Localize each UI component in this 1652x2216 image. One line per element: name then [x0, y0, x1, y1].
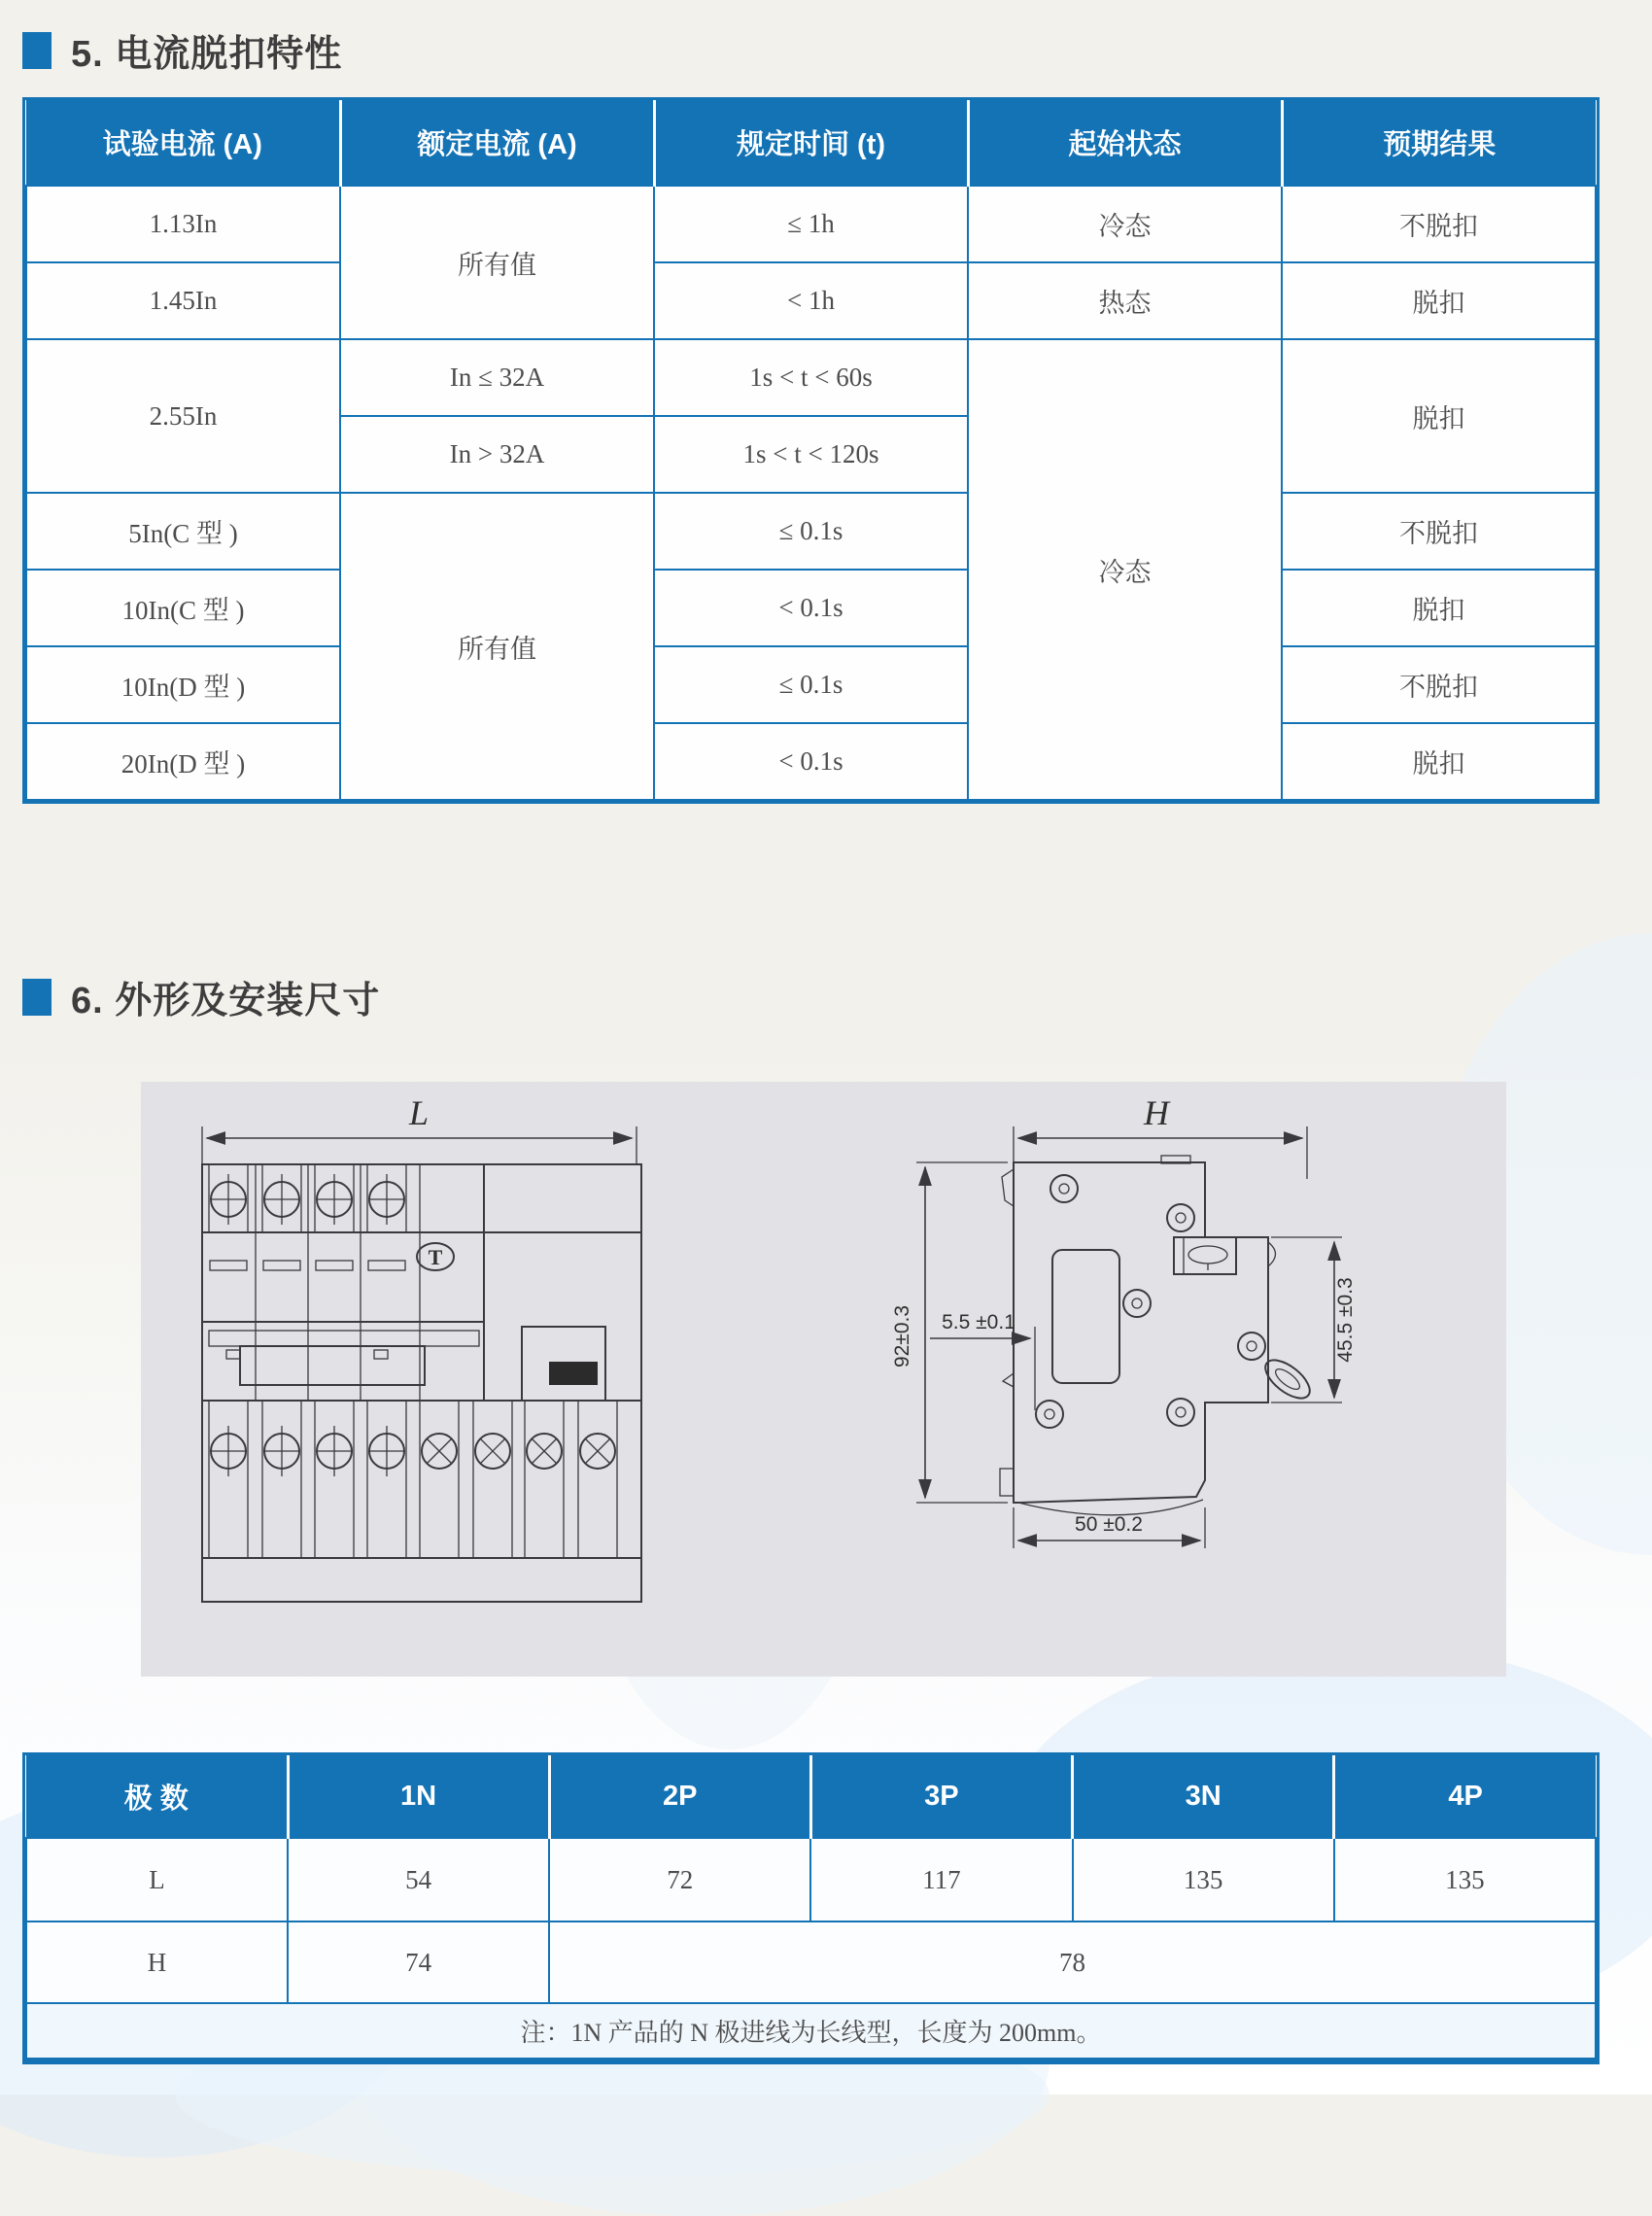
cell-state: 热态	[968, 262, 1282, 339]
cell-H-rest: 78	[549, 1922, 1596, 2003]
col-header-3n: 3N	[1073, 1755, 1334, 1838]
cell-time: ≤ 0.1s	[654, 646, 968, 723]
table-row	[26, 262, 1596, 339]
mounting-base	[202, 1558, 641, 1602]
section5-title: 5. 电流脱扣特性	[71, 34, 343, 75]
cell-state: 冷态	[968, 339, 1282, 800]
col-header-1n: 1N	[288, 1755, 549, 1838]
row-label-L: L	[26, 1838, 288, 1922]
cell-time: < 0.1s	[654, 723, 968, 800]
cell-test-current: 2.55In	[26, 339, 340, 493]
col-header-specified-time: 规定时间 (t)	[654, 100, 968, 186]
table-row	[26, 339, 1596, 416]
cell-time: ≤ 1h	[654, 186, 968, 262]
dimension-drawing-panel	[141, 1082, 1506, 1677]
pole-dimensions-table	[22, 1752, 1600, 2064]
cell-result: 脱扣	[1282, 262, 1596, 339]
cell-result: 脱扣	[1282, 339, 1596, 493]
bottom-terminal-screws	[209, 1401, 617, 1558]
col-header-poles: 极 数	[26, 1755, 288, 1838]
cell-rated-current: 所有值	[340, 493, 654, 800]
case-rivets	[1036, 1175, 1265, 1428]
table-row	[26, 1922, 1596, 2003]
cell-time: 1s < t < 120s	[654, 416, 968, 493]
side-terminal-and-handle	[1174, 1237, 1316, 1405]
cell-result: 脱扣	[1282, 723, 1596, 800]
test-button-label: T	[428, 1245, 443, 1269]
cell-test-current: 5In(C 型 )	[26, 493, 340, 570]
table-row	[26, 1838, 1596, 1922]
table-row	[26, 570, 1596, 646]
section6-header	[22, 970, 380, 1023]
cell-test-current: 1.13In	[26, 186, 340, 262]
cell-test-current: 20In(D 型 )	[26, 723, 340, 800]
col-header-2p: 2P	[549, 1755, 810, 1838]
height-dim-label: 92±0.3	[891, 1304, 913, 1368]
cell-result: 脱扣	[1282, 570, 1596, 646]
col-header-test-current: 试验电流 (A)	[26, 100, 340, 186]
front-height-dim-label: 45.5 ±0.3	[1334, 1277, 1357, 1363]
label-recess	[1052, 1250, 1119, 1383]
side-view-drawing	[891, 1093, 1357, 1548]
cell-L-3p: 117	[810, 1838, 1072, 1922]
front-width-dim-label: L	[408, 1093, 430, 1132]
table2-header-row	[26, 1755, 1596, 1838]
section-marker-square	[22, 979, 52, 1016]
cell-rated-current: In ≤ 32A	[340, 339, 654, 416]
cell-time: < 1h	[654, 262, 968, 339]
table-note-row	[26, 2003, 1596, 2059]
section6-title: 6. 外形及安装尺寸	[71, 981, 381, 1021]
col-header-expected-result: 预期结果	[1282, 100, 1596, 186]
col-header-initial-state: 起始状态	[968, 100, 1282, 186]
cell-time: 1s < t < 60s	[654, 339, 968, 416]
cell-state: 冷态	[968, 186, 1282, 262]
front-view-drawing	[202, 1093, 641, 1602]
section-marker-square	[22, 32, 52, 69]
col-header-3p: 3P	[810, 1755, 1072, 1838]
cell-result: 不脱扣	[1282, 493, 1596, 570]
cell-L-2p: 72	[549, 1838, 810, 1922]
cell-L-4p: 135	[1334, 1838, 1596, 1922]
side-width-dim-label: H	[1144, 1093, 1169, 1132]
row-label-H: H	[26, 1922, 288, 2003]
table1-header-row	[26, 100, 1596, 186]
cell-rated-current: In > 32A	[340, 416, 654, 493]
dimension-drawing	[141, 1082, 1506, 1677]
cell-time: ≤ 0.1s	[654, 493, 968, 570]
depth-dim-label: 50 ±0.2	[1075, 1513, 1143, 1536]
table-row	[26, 493, 1596, 570]
test-button	[417, 1243, 454, 1270]
cell-result: 不脱扣	[1282, 646, 1596, 723]
cell-L-1n: 54	[288, 1838, 549, 1922]
table-row	[26, 723, 1596, 800]
cell-result: 不脱扣	[1282, 186, 1596, 262]
col-header-4p: 4P	[1334, 1755, 1596, 1838]
cell-L-3n: 135	[1073, 1838, 1334, 1922]
cell-test-current: 10In(D 型 )	[26, 646, 340, 723]
rail-offset-dim-label: 5.5 ±0.1	[942, 1311, 1015, 1333]
section5-header	[22, 23, 342, 77]
cell-H-1n: 74	[288, 1922, 549, 2003]
col-header-rated-current: 额定电流 (A)	[340, 100, 654, 186]
table-note: 注：1N 产品的 N 极进线为长线型，长度为 200mm。	[26, 2003, 1596, 2059]
cell-test-current: 1.45In	[26, 262, 340, 339]
table-row	[26, 186, 1596, 262]
trip-characteristics-table	[22, 97, 1600, 804]
handle-interlock	[202, 1322, 641, 1401]
cell-rated-current: 所有值	[340, 186, 654, 339]
cell-time: < 0.1s	[654, 570, 968, 646]
cell-test-current: 10In(C 型 )	[26, 570, 340, 646]
table-row	[26, 646, 1596, 723]
